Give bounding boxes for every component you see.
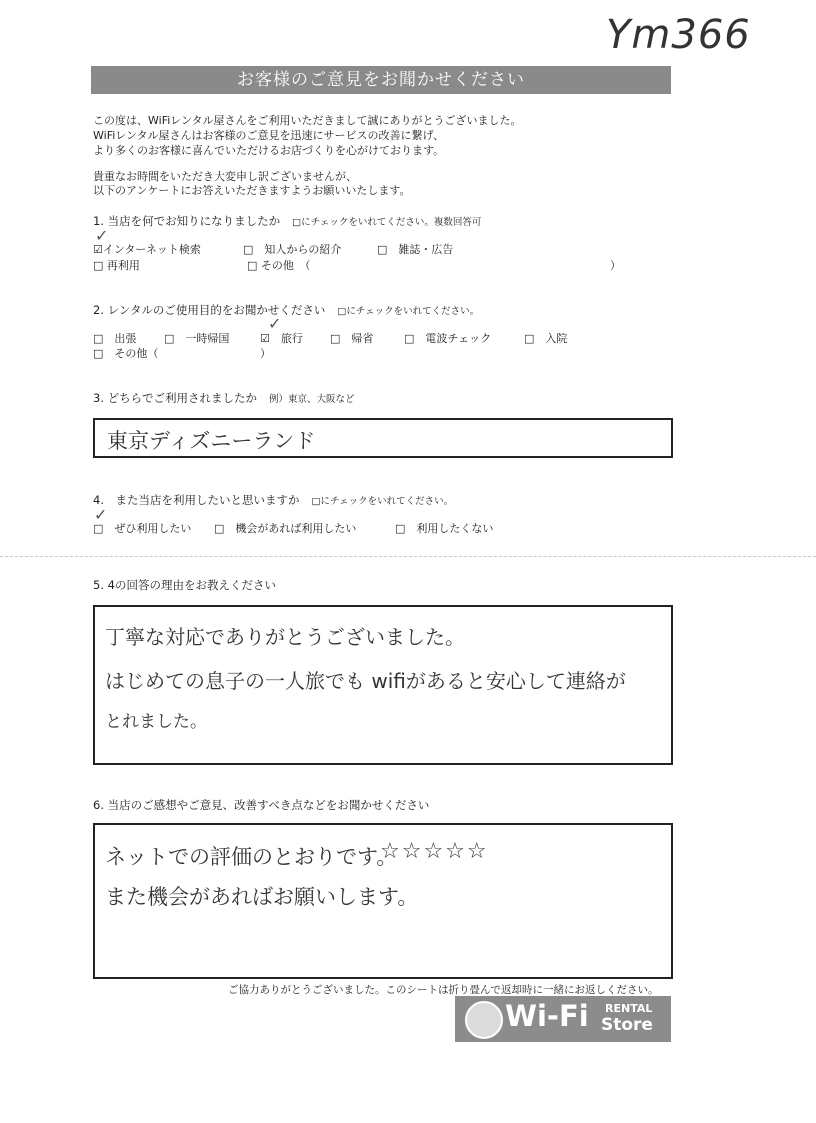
fold-line [0, 556, 816, 557]
wifi-rental-store-logo [455, 996, 671, 1042]
q3-handwritten-answer: 東京ディズニーランド [107, 429, 316, 453]
form-title: お客様のご意見をお聞かせください [91, 66, 671, 94]
q2-option-business[interactable]: □ 出張 [93, 332, 137, 345]
handwritten-check-mark: ✓ [94, 505, 108, 524]
q4-option-maybe[interactable]: □ 機会があれば利用したい [214, 522, 357, 535]
q1-option-internet[interactable]: ☑インターネット検索 [93, 243, 201, 256]
logo-main-text: Wi-Fi [505, 999, 589, 1033]
q5-title: 5. 4の回答の理由をお教えください [93, 578, 276, 592]
intro-line-1: この度は、WiFiレンタル屋さんをご利用いただきまして誠にありがとうございました。 [93, 114, 522, 127]
q2-title-text: 2. レンタルのご使用目的をお聞かせください [93, 303, 326, 317]
q6-answer-line-2: また機会があればお願いします。 [105, 885, 419, 909]
q3-answer-box[interactable] [93, 418, 673, 458]
q2-title [93, 302, 479, 318]
q2-option-other[interactable]: □ その他（ [93, 347, 159, 360]
q4-note: □にチェックをいれてください。 [311, 496, 454, 507]
handwritten-code: Ym366 [606, 12, 751, 58]
q2-option-homecoming[interactable]: □ 帰省 [330, 332, 374, 345]
intro-line-5: 以下のアンケートにお答えいただきますようお願いいたします。 [93, 184, 411, 197]
q5-answer-line-1: 丁寧な対応でありがとうございました。 [105, 625, 465, 649]
thanks-note: ご協力ありがとうございました。このシートは折り畳んで返却時に一緒にお返しください。 [228, 984, 659, 996]
q1-option-other[interactable]: □ その他 （ [247, 259, 311, 272]
star-rating: ☆☆☆☆☆ [380, 839, 489, 864]
q3-title [93, 390, 355, 406]
q1-title-text: 1. 当店を何でお知りになりましたか [93, 214, 281, 228]
q6-title: 6. 当店のご感想やご意見、改善すべき点などをお聞かせください [93, 798, 430, 812]
mascot-icon [465, 1001, 503, 1039]
q5-answer-line-3: とれました。 [105, 712, 207, 732]
q6-answer-box[interactable] [93, 823, 673, 979]
q2-option-temporary-return[interactable]: □ 一時帰国 [164, 332, 230, 345]
intro-line-4: 貴重なお時間をいただき大変申し訳ございませんが、 [93, 170, 357, 183]
q4-option-yes[interactable]: □ ぜひ利用したい [93, 522, 192, 535]
q2-option-signal-check[interactable]: □ 電波チェック [404, 332, 492, 345]
q1-note: □にチェックをいれてください。複数回答可 [292, 217, 482, 228]
q2-note: □にチェックをいれてください。 [337, 306, 480, 317]
q4-title-text: 4. また当店を利用したいと思いますか [93, 493, 300, 507]
q2-option-travel[interactable]: ☑ 旅行 [260, 332, 303, 345]
q1-option-repeat[interactable]: □ 再利用 [93, 259, 140, 272]
q2-option-hospital[interactable]: □ 入院 [524, 332, 568, 345]
q2-other-close: ） [260, 347, 271, 360]
q3-title-text: 3. どちらでご利用されましたか [93, 391, 258, 405]
q1-option-magazine[interactable]: □ 雑誌・広告 [377, 243, 454, 256]
handwritten-check-mark: ✓ [268, 314, 282, 333]
handwritten-check-mark: ✓ [95, 226, 109, 245]
q5-answer-box[interactable] [93, 605, 673, 765]
q3-note: 例）東京、大阪など [269, 394, 355, 405]
q1-title [93, 213, 481, 229]
q1-option-friend[interactable]: □ 知人からの紹介 [243, 243, 342, 256]
logo-rental-text: RENTAL [605, 1002, 653, 1015]
q4-option-no[interactable]: □ 利用したくない [395, 522, 494, 535]
q5-answer-line-2: はじめての息子の一人旅でも wifiがあると安心して連絡が [105, 669, 626, 693]
intro-line-2: WiFiレンタル屋さんはお客様のご意見を迅速にサービスの改善に繋げ、 [93, 129, 445, 142]
q6-answer-line-1: ネットでの評価のとおりです。 [105, 845, 398, 869]
q1-other-close: ） [610, 259, 621, 272]
intro-line-3: より多くのお客様に喜んでいただけるお店づくりを心がけております。 [93, 144, 445, 157]
q4-title [93, 492, 453, 508]
logo-store-text: Store [601, 1015, 653, 1035]
